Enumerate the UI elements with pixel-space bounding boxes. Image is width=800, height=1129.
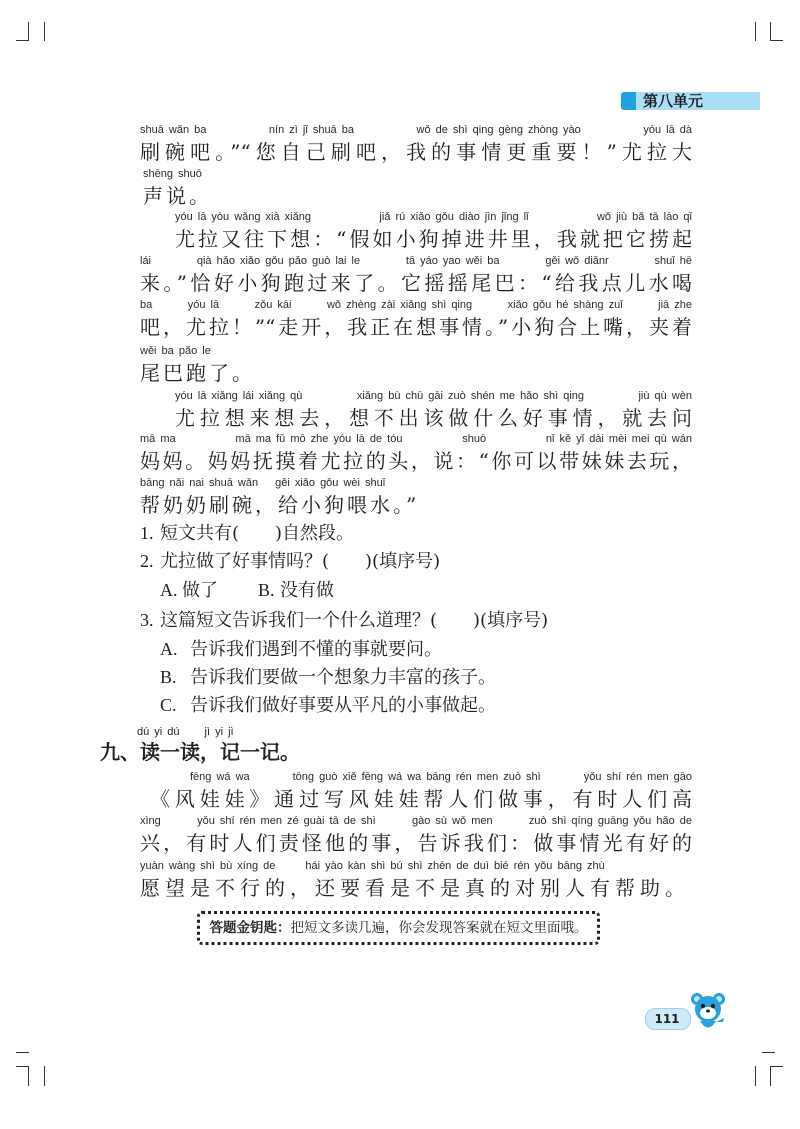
pinyin-group: xiǎo gǒu hé shàng zuǐ <box>507 299 623 311</box>
pinyin-group: ba <box>140 299 153 311</box>
crop-mark <box>770 1066 771 1086</box>
pinyin-group: dú yi dú <box>137 726 180 738</box>
question-text: 这篇短文告诉我们一个什么道理？( )(填序号) <box>160 610 549 631</box>
pinyin-group: shuǐ hē <box>654 255 692 267</box>
section-title-pinyin <box>137 726 234 739</box>
pinyin-group: wǒ de shì qing gèng zhòng yào <box>416 124 581 136</box>
pinyin-group: xìng <box>140 815 161 827</box>
pinyin-group: gěi xiǎo gǒu wèi shuǐ <box>275 477 386 489</box>
crop-mark <box>44 1066 45 1086</box>
section-title: 九、读一读，记一记。 <box>100 740 300 764</box>
pinyin-row <box>140 815 692 828</box>
hanzi-row: 兴，有时人们责怪他的事，告诉我们：做事情光有好的 <box>140 831 692 855</box>
crop-mark <box>770 40 783 41</box>
pinyin-group: wǒ jiù bǎ tā lāo qǐ <box>596 211 692 223</box>
pinyin-group: zuò shì qíng guāng yǒu hǎo de <box>528 815 692 827</box>
pinyin-group: shuā wǎn ba <box>140 124 207 136</box>
story-line <box>140 299 692 339</box>
pinyin-group: yǒu shí rén men gāo <box>583 771 692 783</box>
pinyin-row <box>140 255 692 268</box>
pinyin-group: xiǎng bù chū gāi zuò shén me hǎo shì qing <box>356 390 585 402</box>
option-label: A. <box>160 639 178 659</box>
pinyin-group: yǒu shí rén men zé guài tā de shì <box>197 815 376 827</box>
page-number: 111 <box>654 1012 680 1026</box>
pinyin-row <box>140 124 692 137</box>
pinyin-group: jiā zhe <box>658 299 692 311</box>
pinyin-row <box>140 477 540 490</box>
pinyin-row <box>143 168 443 181</box>
pinyin-group: mā ma fǔ mō zhe yóu lā de tóu <box>235 433 403 445</box>
story-line <box>175 390 692 430</box>
crop-mark <box>16 1052 29 1053</box>
option-text: 做了 <box>182 580 218 601</box>
option-text: 告诉我们做好事要从平凡的小事做起。 <box>190 695 496 716</box>
pinyin-group: yóu lā yòu wǎng xià xiǎng <box>175 211 311 223</box>
hanzi-row: 帮奶奶刷碗，给小狗喂水。” <box>140 493 420 517</box>
hanzi-row: 尤拉想来想去，想不出该做什么好事情，就去问 <box>175 406 692 430</box>
pinyin-group: zǒu kāi <box>254 299 292 311</box>
pinyin-group: bāng nǎi nai shuā wǎn <box>140 477 259 489</box>
pinyin-group: lái <box>140 255 152 267</box>
pinyin-group: gào sù wǒ men <box>412 815 493 827</box>
pinyin-row <box>140 299 692 312</box>
pinyin-group: jiù qù wèn <box>638 390 692 402</box>
option-label: B. <box>160 667 177 687</box>
hanzi-row: 来。”恰好小狗跑过来了。它摇摇尾巴：“给我点儿水喝 <box>140 271 692 295</box>
pinyin-group: yóu lā xiǎng lái xiǎng qù <box>175 390 303 402</box>
pinyin-group: qià hǎo xiǎo gǒu pǎo guò lai le <box>196 255 361 267</box>
option-label: B. <box>258 580 275 600</box>
pinyin-group: shuō <box>462 433 487 445</box>
story-line <box>140 124 692 164</box>
option-row <box>160 576 218 604</box>
question-number: 2. <box>140 551 154 571</box>
pinyin-group: mā ma <box>140 433 176 445</box>
option-text: 没有做 <box>280 580 334 601</box>
option-label: C. <box>160 695 177 715</box>
pinyin-row <box>175 390 692 403</box>
reading-line <box>140 815 692 855</box>
hanzi-row: 吧，尤拉！”“走开，我正在想事情。”小狗合上嘴，夹着 <box>140 315 692 339</box>
unit-title: 第八单元 <box>643 92 704 110</box>
story-line <box>143 168 443 208</box>
pinyin-group: fēng wá wa <box>190 771 250 783</box>
pinyin-group: jì yi jì <box>204 726 234 738</box>
question-number: 3. <box>140 610 154 630</box>
unit-tab-marker <box>621 92 636 110</box>
pinyin-group: yóu lā dà <box>643 124 692 136</box>
pinyin-group: jiǎ rú xiǎo gǒu diào jìn jǐng lǐ <box>379 211 529 223</box>
story-line <box>140 477 540 517</box>
question-text: 尤拉做了好事情吗？( )(填序号) <box>160 551 441 572</box>
tip-text: 把短文多读几遍，你会发现答案就在短文里面哦。 <box>290 920 588 936</box>
pinyin-row <box>140 345 440 358</box>
reading-line <box>140 771 692 811</box>
pinyin-group: hái yào kàn shì bú shì zhēn de duì bié rén yǒu bāng zhù <box>305 860 605 872</box>
crop-mark <box>770 22 771 41</box>
crop-mark <box>755 22 756 41</box>
hanzi-row: 刷碗吧。”“您自己刷吧，我的事情更重要！”尤拉大 <box>140 140 692 164</box>
story-line <box>140 345 440 385</box>
option-row <box>160 663 496 691</box>
pinyin-row <box>140 771 692 784</box>
hanzi-row: 声说。 <box>143 184 212 208</box>
option-row <box>160 691 496 719</box>
crop-mark <box>762 1052 775 1053</box>
pinyin-group: wǒ zhèng zài xiǎng shì qing <box>326 299 473 311</box>
pinyin-group: tōng guò xiě fēng wá wa bāng rén men zuò shì <box>292 771 541 783</box>
answer-tip-box <box>197 911 600 945</box>
story-line <box>175 211 692 251</box>
hanzi-row: 尤拉又往下想：“假如小狗掉进井里，我就把它捞起 <box>175 227 692 251</box>
pinyin-group: gěi wǒ diǎnr <box>545 255 609 267</box>
pinyin-group: nín zì jǐ shuā ba <box>268 124 354 136</box>
option-label: A. <box>160 580 178 600</box>
pinyin-row <box>140 433 692 446</box>
tip-label: 答题金钥匙： <box>209 920 291 936</box>
crop-mark <box>28 1066 29 1086</box>
option-row <box>160 635 442 663</box>
pinyin-group: yuàn wàng shì bù xíng de <box>140 860 276 872</box>
question-number: 1. <box>140 523 154 543</box>
pinyin-row <box>175 211 692 224</box>
question-2 <box>140 547 440 575</box>
hanzi-row: 《风娃娃》通过写风娃娃帮人们做事，有时人们高 <box>150 787 692 811</box>
crop-mark <box>755 1066 756 1086</box>
pinyin-group: yóu lā <box>187 299 220 311</box>
pinyin-row <box>140 860 685 873</box>
pinyin-group: nǐ kě yǐ dài mèi mei qù wán <box>545 433 692 445</box>
story-line <box>140 433 692 473</box>
option-row <box>258 576 334 604</box>
hanzi-row: 愿望是不行的，还要看是不是真的对别人有帮助。 <box>140 876 685 900</box>
question-text: 短文共有( )自然段。 <box>160 523 355 544</box>
crop-mark <box>44 22 45 41</box>
hanzi-row: 妈妈。妈妈抚摸着尤拉的头，说：“你可以带妹妹去玩， <box>140 449 692 473</box>
bear-mascot-icon <box>688 990 728 1034</box>
reading-line <box>140 860 685 900</box>
option-text: 告诉我们要做一个想象力丰富的孩子。 <box>190 667 496 688</box>
hanzi-row: 尾巴跑了。 <box>140 361 255 385</box>
pinyin-group: shēng shuō <box>143 168 202 180</box>
story-line <box>140 255 692 295</box>
pinyin-group: tā yáo yao wěi ba <box>405 255 500 267</box>
question-3 <box>140 606 548 634</box>
question-1 <box>140 519 354 547</box>
option-text: 告诉我们遇到不懂的事就要问。 <box>190 639 442 660</box>
crop-mark <box>28 22 29 41</box>
pinyin-group: wěi ba pǎo le <box>140 345 211 357</box>
crop-mark <box>770 1066 783 1067</box>
